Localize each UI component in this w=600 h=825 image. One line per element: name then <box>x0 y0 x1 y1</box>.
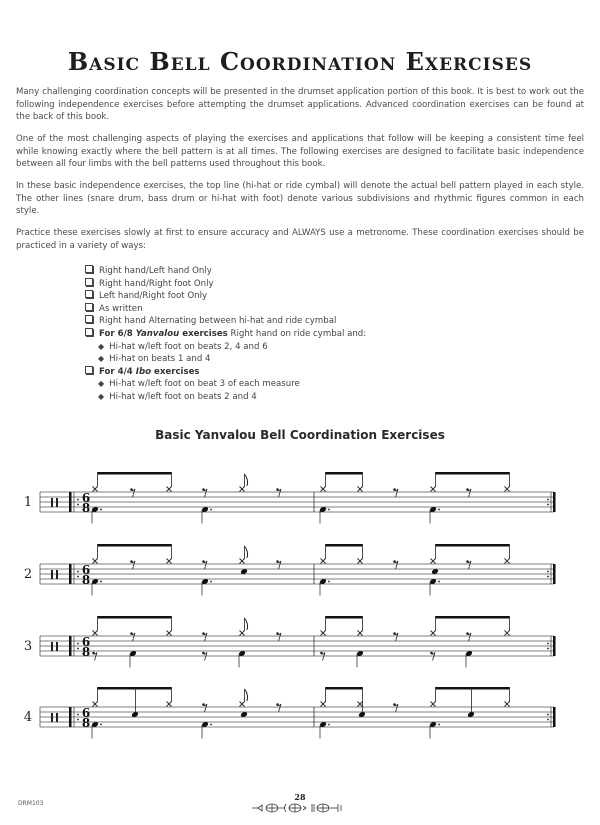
dot <box>438 581 440 583</box>
repeat-dot <box>77 504 79 506</box>
dot <box>100 724 102 726</box>
page-title: Basic Bell Coordination Exercises <box>67 47 533 76</box>
beam <box>98 616 172 619</box>
percussion-clef-icon <box>56 642 58 651</box>
exercise-number: 3 <box>23 639 33 654</box>
percussion-clef-icon <box>51 642 53 651</box>
repeat-dot <box>77 576 79 578</box>
checklist-subitem-text: Hi-hat w/left foot on beats 2 and 4 <box>109 391 257 402</box>
exercise-number: 4 <box>23 710 33 725</box>
page-number: 28 <box>294 792 306 802</box>
intro-paragraph-1: Many challenging coordination concepts will be presented in the drumset application portion of this book. It is best to work out the following independence exercises before attempting the drumset applications. Advanced coordination exercises can be found at the back of this book. <box>16 87 584 122</box>
ornament-icon <box>250 803 350 813</box>
eighth-rest <box>204 653 208 661</box>
eighth-rest <box>322 653 326 661</box>
repeat-start-thick-bar <box>69 636 72 656</box>
eighth-rest <box>395 704 399 712</box>
eighth-rest <box>204 489 208 497</box>
repeat-dot <box>547 719 549 721</box>
checklist-item-text: Right hand/Left hand Only <box>99 266 212 276</box>
eighth-rest <box>204 561 208 569</box>
checklist-item-text: Left hand/Right foot Only <box>99 291 208 302</box>
checklist-bold: exercises <box>151 366 200 377</box>
time-signature-top: 6 <box>81 706 91 720</box>
dot <box>438 509 440 511</box>
eighth-rest <box>395 561 399 569</box>
intro-paragraph-3: In these basic independence exercises, the top line (hi-hat or ride cymbal) will denote the actual bell pattern played in each style. The other lines (snare drum, bass drum or hi-hat with foot) denote various subdivisions and rhythmic figures common in each style. <box>16 181 584 216</box>
time-signature-bottom: 8 <box>81 716 91 730</box>
beam <box>98 544 172 547</box>
time-signature-top: 6 <box>81 635 91 649</box>
intro-paragraph-4: Practice these exercises slowly at first to ensure accuracy and ALWAYS use a metronome. These coordination exercises should be practiced in a variety of ways: <box>16 228 584 251</box>
checklist-item-text: Right hand on ride cymbal and: <box>227 328 367 339</box>
dot <box>438 724 440 726</box>
repeat-dot <box>547 648 549 650</box>
eighth-rest <box>204 704 208 712</box>
percussion-clef-icon <box>56 570 58 579</box>
percussion-clef-icon <box>56 713 58 722</box>
checklist-item-text: Right hand/Right foot Only <box>99 278 214 289</box>
dot <box>328 724 330 726</box>
repeat-dot <box>77 648 79 650</box>
checklist-item-text: Right hand Alternating between hi-hat and ride cymbal <box>99 316 337 327</box>
beam <box>436 472 510 475</box>
beam <box>98 687 172 690</box>
checklist-subitem-text: Hi-hat on beats 1 and 4 <box>109 354 211 365</box>
eighth-rest <box>278 561 282 569</box>
repeat-end-thick-bar <box>553 492 556 512</box>
eighth-rest <box>132 633 136 641</box>
beam <box>326 544 363 547</box>
repeat-end-thick-bar <box>553 564 556 584</box>
footer-code: DRM103 <box>18 800 44 807</box>
eighth-rest <box>278 489 282 497</box>
eighth-rest <box>132 561 136 569</box>
beam <box>326 472 363 475</box>
repeat-end-thick-bar <box>553 707 556 727</box>
dot <box>100 581 102 583</box>
percussion-clef-icon <box>51 498 53 507</box>
eighth-rest <box>278 633 282 641</box>
eighth-rest <box>468 633 472 641</box>
eighth-rest <box>94 653 98 661</box>
eighth-rest <box>204 633 208 641</box>
diamond-bullet-icon: ◆ <box>98 354 105 364</box>
repeat-dot <box>547 499 549 501</box>
time-signature-top: 6 <box>81 491 91 505</box>
beam <box>326 687 363 690</box>
diamond-bullet-icon: ◆ <box>98 341 105 351</box>
percussion-clef-icon <box>51 713 53 722</box>
dot <box>328 509 330 511</box>
eighth-rest <box>432 653 436 661</box>
section-title: Basic Yanvalou Bell Coordination Exercises <box>155 428 445 442</box>
checklist-item-text: As written <box>99 303 143 314</box>
exercise-number: 2 <box>23 567 33 582</box>
eighth-flag <box>245 689 248 701</box>
dot <box>210 724 212 726</box>
repeat-start-thick-bar <box>69 707 72 727</box>
percussion-clef-icon <box>51 570 53 579</box>
diamond-bullet-icon: ◆ <box>98 391 105 401</box>
time-signature-bottom: 8 <box>81 573 91 587</box>
checklist-bold-italic: Ibo <box>135 366 152 377</box>
checklist-bold: For 4/4 <box>99 366 136 377</box>
dot <box>328 581 330 583</box>
repeat-dot <box>547 576 549 578</box>
repeat-dot <box>77 571 79 573</box>
time-signature-bottom: 8 <box>81 645 91 659</box>
checklist-subitem-text: Hi-hat w/left foot on beat 3 of each measure <box>109 379 300 390</box>
eighth-flag <box>245 474 248 486</box>
eighth-rest <box>468 561 472 569</box>
dot <box>210 509 212 511</box>
repeat-dot <box>77 499 79 501</box>
eighth-rest <box>395 633 399 641</box>
repeat-dot <box>547 504 549 506</box>
percussion-clef-icon <box>56 498 58 507</box>
eighth-flag <box>245 546 248 558</box>
beam <box>98 472 172 475</box>
time-signature-bottom: 8 <box>81 501 91 515</box>
repeat-start-thick-bar <box>69 492 72 512</box>
repeat-dot <box>547 714 549 716</box>
checklist-subitem-text: Hi-hat w/left foot on beats 2, 4 and 6 <box>109 341 268 352</box>
eighth-rest <box>278 704 282 712</box>
exercise-number: 1 <box>23 495 33 510</box>
beam <box>436 687 510 690</box>
repeat-end-thick-bar <box>553 636 556 656</box>
dot <box>100 509 102 511</box>
eighth-flag <box>245 618 248 630</box>
repeat-dot <box>547 643 549 645</box>
eighth-rest <box>468 489 472 497</box>
checklist-bold: For 6/8 <box>99 328 136 339</box>
checklist-bold: exercises <box>179 328 228 339</box>
beam <box>436 544 510 547</box>
checklist-bold-italic: Yanvalou <box>135 328 180 339</box>
repeat-start-thick-bar <box>69 564 72 584</box>
intro-paragraph-2: One of the most challenging aspects of playing the exercises and applications that follow will be keeping a consistent time feel while knowing exactly where the bell pattern is at all times. The following exercises are designed to facilitate basic independence between all four limbs with the bell patterns used throughout this book. <box>16 134 584 169</box>
repeat-dot <box>77 719 79 721</box>
repeat-dot <box>547 571 549 573</box>
beam <box>436 616 510 619</box>
dot <box>210 581 212 583</box>
repeat-dot <box>77 714 79 716</box>
time-signature-top: 6 <box>81 563 91 577</box>
repeat-dot <box>77 643 79 645</box>
eighth-rest <box>132 489 136 497</box>
eighth-rest <box>395 489 399 497</box>
diamond-bullet-icon: ◆ <box>98 379 105 389</box>
beam <box>326 616 363 619</box>
